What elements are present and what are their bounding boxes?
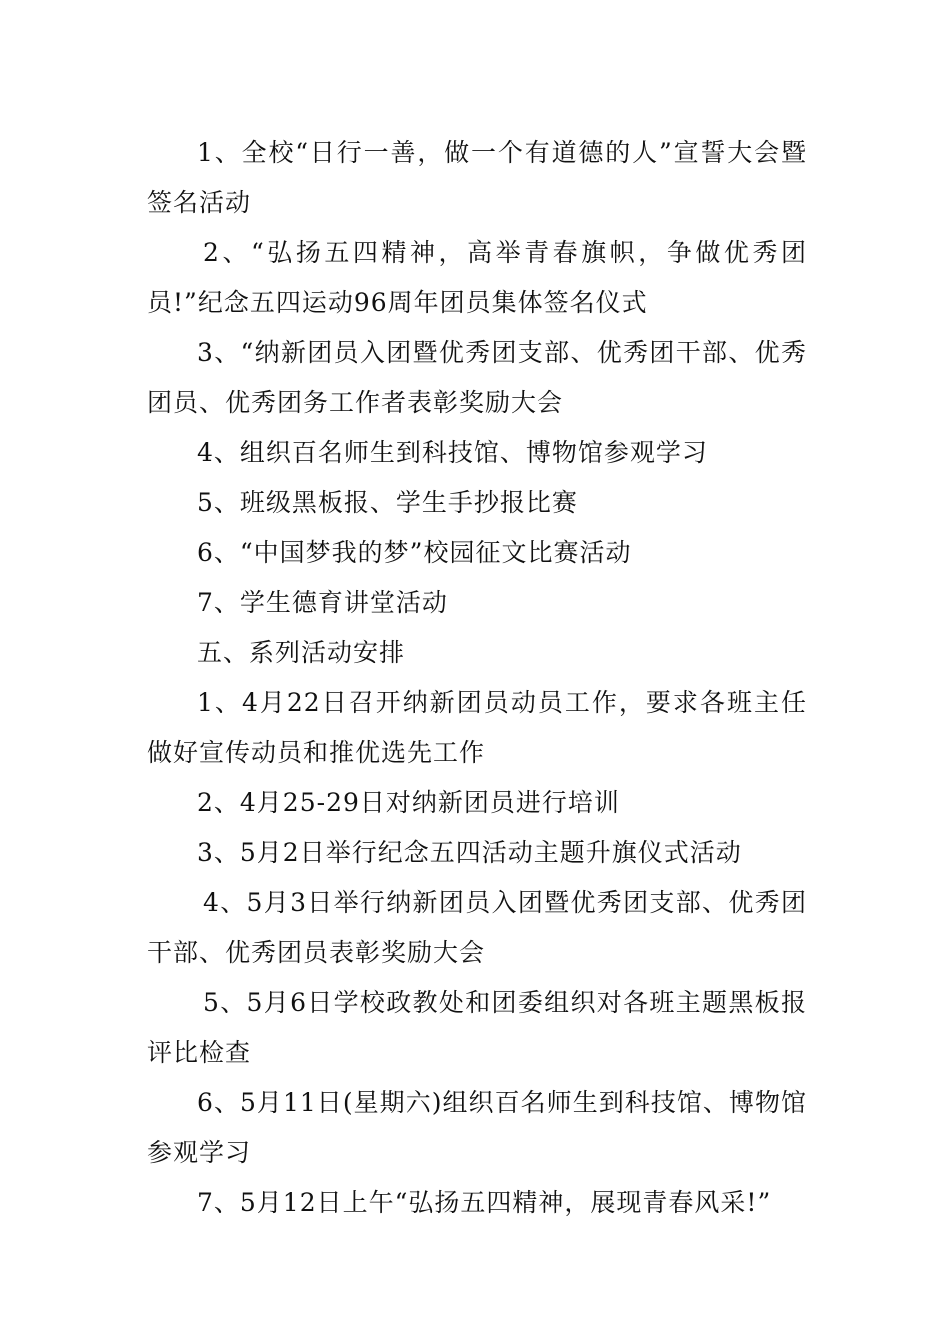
paragraph-10: 3、5月2日举行纪念五四活动主题升旗仪式活动 — [197, 838, 742, 867]
paragraph-1: 1、全校“日行一善，做一个有道德的人”宣誓大会暨签名活动 — [147, 138, 807, 217]
paragraph-14: 7、5月12日上午“弘扬五四精神，展现青春风采!” — [197, 1188, 772, 1217]
paragraph-6: 6、“中国梦我的梦”校园征文比赛活动 — [197, 538, 632, 567]
section-heading-5: 五、系列活动安排 — [197, 638, 406, 667]
document-body — [147, 128, 807, 1228]
paragraph-9: 2、4月25-29日对纳新团员进行培训 — [197, 788, 620, 817]
paragraph-11: 4、5月3日举行纳新团员入团暨优秀团支部、优秀团干部、优秀团员表彰奖励大会 — [147, 888, 807, 967]
paragraph-12: 5、5月6日学校政教处和团委组织对各班主题黑板报评比检查 — [147, 988, 807, 1067]
paragraph-7: 7、学生德育讲堂活动 — [197, 588, 448, 617]
paragraph-4: 4、组织百名师生到科技馆、博物馆参观学习 — [197, 438, 708, 467]
paragraph-2: 2、“弘扬五四精神，高举青春旗帜，争做优秀团员!”纪念五四运动96周年团员集体签名仪式 — [147, 238, 807, 317]
paragraph-13: 6、5月11日(星期六)组织百名师生到科技馆、博物馆参观学习 — [147, 1088, 807, 1167]
paragraph-8: 1、4月22日召开纳新团员动员工作，要求各班主任做好宣传动员和推优选先工作 — [147, 688, 807, 767]
paragraph-3: 3、“纳新团员入团暨优秀团支部、优秀团干部、优秀团员、优秀团务工作者表彰奖励大会 — [147, 338, 807, 417]
paragraph-5: 5、班级黑板报、学生手抄报比赛 — [197, 488, 578, 517]
